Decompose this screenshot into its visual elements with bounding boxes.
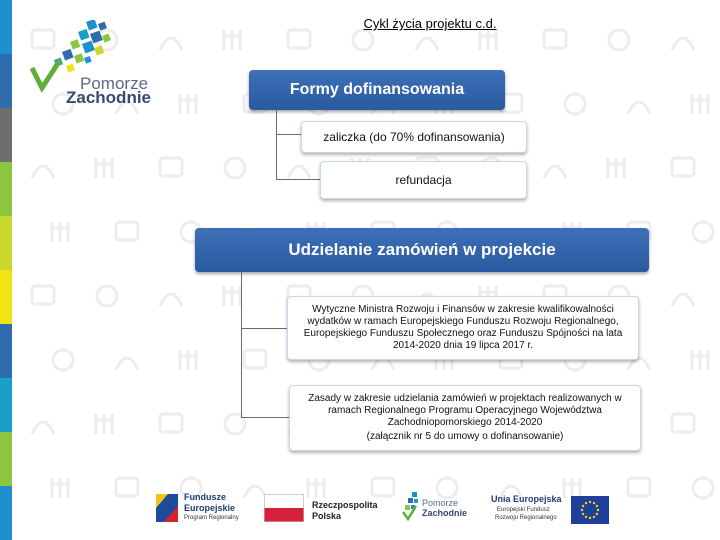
background-pattern-shape [244, 486, 266, 498]
background-pattern-shape [690, 94, 710, 114]
heading-label: Udzielanie zamówień w projekcie [288, 240, 556, 259]
background-pattern-shape [32, 166, 54, 178]
stripe-segment [0, 324, 12, 378]
background-pattern-shape [116, 358, 138, 370]
background-pattern-shape [288, 166, 310, 178]
stripe-segment [0, 54, 12, 108]
background-pattern-shape [160, 294, 182, 306]
background-pattern-shape [32, 286, 54, 304]
background-pattern-shape [116, 478, 138, 496]
footer-logo-fundusze-europejskie [154, 490, 244, 526]
heading-label: Formy dofinansowania [289, 81, 465, 98]
eu-star [582, 505, 584, 507]
background-pattern-shape [225, 158, 245, 178]
fundusze-europejskie-icon [154, 490, 182, 526]
item-label: Zasady w zakresie udzielania zamówień w projektach realizowanych w ramach Regionalnego Programu Operacyjnego Województwa Zachodniopomorskiego 2014-2020 [308, 393, 622, 428]
item-label: zaliczka (do 70% dofinansowania) [323, 130, 505, 144]
eu-star [581, 509, 583, 511]
background-pattern-shape [50, 478, 70, 498]
background-pattern-shape [178, 350, 198, 370]
eu-star [597, 509, 599, 511]
eu-star [596, 505, 598, 507]
fe-line2: Europejskie [184, 503, 236, 513]
background-pattern-shape [353, 30, 373, 50]
background-pattern-shape [606, 158, 626, 178]
background-pattern-shape [544, 166, 566, 178]
background-pattern-shape [94, 158, 114, 178]
eu-star [585, 516, 587, 518]
stripe-segment [0, 378, 12, 432]
background-pattern-shape [50, 222, 70, 242]
pomorze-zachodnie-small-icon [402, 492, 422, 522]
background-pattern-shape [222, 30, 242, 50]
eu-star [596, 513, 598, 515]
stripe-segment [0, 270, 12, 324]
footer-logo-rzeczpospolita-polska [264, 490, 378, 526]
background-pattern-shape [672, 294, 694, 306]
item-box-guidelines [287, 296, 639, 360]
fe-line3: Program Regionalny [184, 515, 239, 521]
stripe-segment [0, 162, 12, 216]
heading-box-forms-of-funding [249, 70, 505, 110]
eu-star [593, 502, 595, 504]
background-pattern-shape [690, 350, 710, 370]
background-pattern-shape [160, 158, 182, 176]
item-label: refundacja [395, 173, 452, 187]
connector-line [276, 110, 277, 180]
background-pattern-shape [628, 102, 650, 114]
item-note: (załącznik nr 5 do umowy o dofinansowanie) [366, 431, 564, 442]
item-label: Wytyczne Ministra Rozwoju i Finansów w zakresie kwalifikowalności wydatków w ramach Europejskiego Funduszu Rozwoju Regionalnego, Europejskiego Funduszu Społecznego oraz Funduszu Spójności na lata 2014-2020 dnia 19 lipca 2017 r. [303, 304, 623, 351]
background-pattern-shape [609, 30, 629, 50]
stripe-segment [0, 486, 12, 540]
decorative-color-stripe [0, 0, 12, 540]
background-pattern-shape [160, 38, 182, 50]
background-pattern-shape [672, 158, 694, 176]
ue-line2: Europejski Fundusz [497, 507, 550, 513]
background-pattern-shape [693, 222, 713, 242]
background-pattern-shape [160, 414, 182, 432]
background-pattern-shape [94, 414, 114, 434]
pz-line1: Pomorze [422, 498, 459, 508]
item-box-advance [301, 121, 527, 153]
background-pattern-shape [565, 94, 585, 114]
ue-line3: Rozwoju Regionalnego [495, 515, 557, 521]
connector-line [276, 179, 320, 180]
eu-flag-icon [571, 496, 609, 524]
stripe-segment [0, 108, 12, 162]
polish-flag-icon [264, 494, 304, 522]
background-pattern-shape [222, 286, 242, 306]
background-pattern-shape [628, 478, 650, 496]
rp-line2: Polska [312, 511, 342, 521]
background-pattern-shape [478, 30, 498, 50]
logo-text-line2: Zachodnie [66, 88, 152, 107]
footer-logo-unia-europejska [491, 490, 611, 526]
eu-star [589, 517, 591, 519]
background-pattern-shape [32, 422, 54, 434]
ue-line1: Unia Europejska [491, 494, 562, 504]
eu-star [582, 513, 584, 515]
stripe-segment [0, 216, 12, 270]
fe-line1: Fundusze [184, 492, 226, 502]
eu-star [585, 502, 587, 504]
logo-text-line1: Pomorze [80, 74, 149, 93]
stripe-segment [0, 432, 12, 486]
background-pattern-shape [672, 38, 694, 50]
background-pattern-shape [544, 30, 566, 48]
item-box-procurement-rules [289, 385, 641, 451]
background-pattern-shape [672, 414, 694, 432]
item-box-refund [320, 161, 527, 199]
background-pattern-shape [372, 478, 394, 496]
pz-line2: Zachodnie [422, 508, 468, 518]
eu-star [593, 516, 595, 518]
background-pattern-shape [97, 286, 117, 306]
background-pattern-shape [178, 94, 198, 114]
connector-line [276, 134, 302, 135]
rp-line1: Rzeczpospolita [312, 500, 378, 510]
background-pattern-shape [244, 350, 266, 368]
connector-line [241, 417, 289, 418]
slide-title: Cykl życia projektu c.d. [363, 16, 497, 31]
background-pattern-shape [53, 350, 73, 370]
background-pattern-shape [288, 30, 310, 48]
heading-box-public-procurement [195, 228, 649, 272]
connector-line [241, 272, 242, 418]
connector-line [241, 328, 287, 329]
background-pattern-shape [116, 222, 138, 240]
footer-logo-pomorze-zachodnie [402, 490, 472, 526]
eu-star [589, 501, 591, 503]
background-pattern-shape [693, 478, 713, 498]
background-pattern-shape [416, 38, 438, 50]
